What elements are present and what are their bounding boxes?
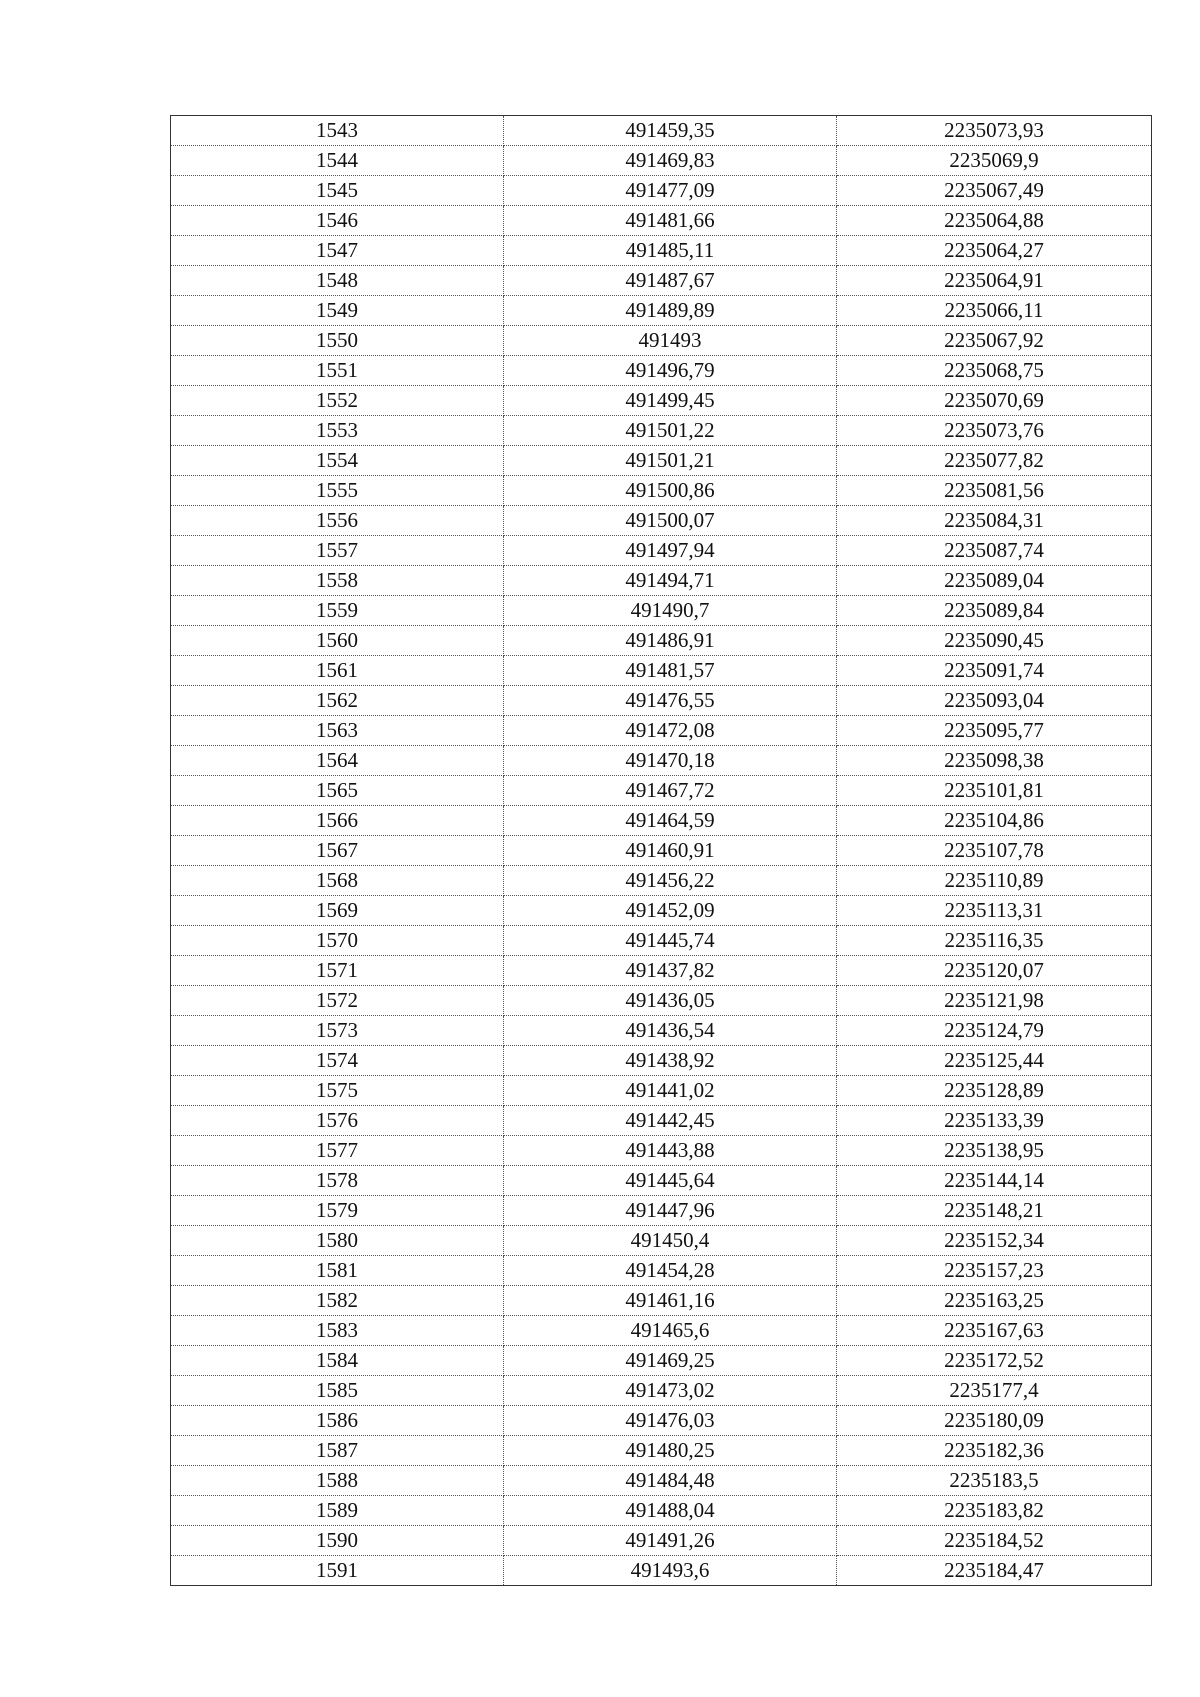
x-coordinate-cell: 491450,4 xyxy=(504,1226,837,1256)
y-coordinate-cell: 2235144,14 xyxy=(837,1166,1152,1196)
point-number-cell: 1580 xyxy=(171,1226,504,1256)
y-coordinate-cell: 2235183,5 xyxy=(837,1466,1152,1496)
y-coordinate-cell: 2235110,89 xyxy=(837,866,1152,896)
point-number-cell: 1548 xyxy=(171,266,504,296)
table-row xyxy=(171,596,1152,626)
y-coordinate-cell: 2235172,52 xyxy=(837,1346,1152,1376)
point-number-cell: 1554 xyxy=(171,446,504,476)
y-coordinate-cell: 2235177,4 xyxy=(837,1376,1152,1406)
table-row xyxy=(171,1436,1152,1466)
y-coordinate-cell: 2235116,35 xyxy=(837,926,1152,956)
y-coordinate-cell: 2235113,31 xyxy=(837,896,1152,926)
y-coordinate-cell: 2235101,81 xyxy=(837,776,1152,806)
x-coordinate-cell: 491452,09 xyxy=(504,896,837,926)
table-row xyxy=(171,746,1152,776)
x-coordinate-cell: 491493 xyxy=(504,326,837,356)
point-number-cell: 1570 xyxy=(171,926,504,956)
y-coordinate-cell: 2235157,23 xyxy=(837,1256,1152,1286)
x-coordinate-cell: 491473,02 xyxy=(504,1376,837,1406)
point-number-cell: 1558 xyxy=(171,566,504,596)
x-coordinate-cell: 491436,05 xyxy=(504,986,837,1016)
table-row xyxy=(171,686,1152,716)
table-row xyxy=(171,506,1152,536)
table-row xyxy=(171,326,1152,356)
table-row xyxy=(171,1076,1152,1106)
y-coordinate-cell: 2235124,79 xyxy=(837,1016,1152,1046)
point-number-cell: 1578 xyxy=(171,1166,504,1196)
y-coordinate-cell: 2235138,95 xyxy=(837,1136,1152,1166)
table-row xyxy=(171,356,1152,386)
point-number-cell: 1543 xyxy=(171,116,504,146)
y-coordinate-cell: 2235064,27 xyxy=(837,236,1152,266)
y-coordinate-cell: 2235121,98 xyxy=(837,986,1152,1016)
point-number-cell: 1568 xyxy=(171,866,504,896)
table-row xyxy=(171,986,1152,1016)
y-coordinate-cell: 2235120,07 xyxy=(837,956,1152,986)
table-row xyxy=(171,1496,1152,1526)
table-row xyxy=(171,476,1152,506)
x-coordinate-cell: 491469,83 xyxy=(504,146,837,176)
x-coordinate-cell: 491493,6 xyxy=(504,1556,837,1586)
table-row xyxy=(171,1556,1152,1586)
point-number-cell: 1590 xyxy=(171,1526,504,1556)
x-coordinate-cell: 491496,79 xyxy=(504,356,837,386)
table-row xyxy=(171,656,1152,686)
table-row xyxy=(171,416,1152,446)
x-coordinate-cell: 491487,67 xyxy=(504,266,837,296)
y-coordinate-cell: 2235148,21 xyxy=(837,1196,1152,1226)
y-coordinate-cell: 2235152,34 xyxy=(837,1226,1152,1256)
point-number-cell: 1582 xyxy=(171,1286,504,1316)
table-row xyxy=(171,296,1152,326)
x-coordinate-cell: 491489,89 xyxy=(504,296,837,326)
y-coordinate-cell: 2235090,45 xyxy=(837,626,1152,656)
table-row xyxy=(171,1256,1152,1286)
point-number-cell: 1550 xyxy=(171,326,504,356)
point-number-cell: 1565 xyxy=(171,776,504,806)
y-coordinate-cell: 2235182,36 xyxy=(837,1436,1152,1466)
x-coordinate-cell: 491442,45 xyxy=(504,1106,837,1136)
point-number-cell: 1546 xyxy=(171,206,504,236)
x-coordinate-cell: 491499,45 xyxy=(504,386,837,416)
point-number-cell: 1569 xyxy=(171,896,504,926)
table-row xyxy=(171,716,1152,746)
x-coordinate-cell: 491470,18 xyxy=(504,746,837,776)
y-coordinate-cell: 2235067,49 xyxy=(837,176,1152,206)
point-number-cell: 1588 xyxy=(171,1466,504,1496)
table-row xyxy=(171,776,1152,806)
y-coordinate-cell: 2235070,69 xyxy=(837,386,1152,416)
y-coordinate-cell: 2235081,56 xyxy=(837,476,1152,506)
table-row xyxy=(171,1166,1152,1196)
x-coordinate-cell: 491500,07 xyxy=(504,506,837,536)
x-coordinate-cell: 491460,91 xyxy=(504,836,837,866)
point-number-cell: 1574 xyxy=(171,1046,504,1076)
table-row xyxy=(171,566,1152,596)
table-row xyxy=(171,1226,1152,1256)
x-coordinate-cell: 491441,02 xyxy=(504,1076,837,1106)
table-row xyxy=(171,206,1152,236)
table-row xyxy=(171,1346,1152,1376)
table-row xyxy=(171,1406,1152,1436)
y-coordinate-cell: 2235183,82 xyxy=(837,1496,1152,1526)
table-row xyxy=(171,1286,1152,1316)
x-coordinate-cell: 491438,92 xyxy=(504,1046,837,1076)
x-coordinate-cell: 491488,04 xyxy=(504,1496,837,1526)
x-coordinate-cell: 491443,88 xyxy=(504,1136,837,1166)
x-coordinate-cell: 491485,11 xyxy=(504,236,837,266)
x-coordinate-cell: 491477,09 xyxy=(504,176,837,206)
point-number-cell: 1559 xyxy=(171,596,504,626)
y-coordinate-cell: 2235093,04 xyxy=(837,686,1152,716)
table-row xyxy=(171,1016,1152,1046)
y-coordinate-cell: 2235073,76 xyxy=(837,416,1152,446)
point-number-cell: 1560 xyxy=(171,626,504,656)
y-coordinate-cell: 2235069,9 xyxy=(837,146,1152,176)
y-coordinate-cell: 2235098,38 xyxy=(837,746,1152,776)
point-number-cell: 1557 xyxy=(171,536,504,566)
x-coordinate-cell: 491467,72 xyxy=(504,776,837,806)
y-coordinate-cell: 2235064,91 xyxy=(837,266,1152,296)
x-coordinate-cell: 491476,55 xyxy=(504,686,837,716)
point-number-cell: 1544 xyxy=(171,146,504,176)
table-row xyxy=(171,926,1152,956)
table-row xyxy=(171,1196,1152,1226)
point-number-cell: 1545 xyxy=(171,176,504,206)
point-number-cell: 1571 xyxy=(171,956,504,986)
y-coordinate-cell: 2235067,92 xyxy=(837,326,1152,356)
x-coordinate-cell: 491480,25 xyxy=(504,1436,837,1466)
point-number-cell: 1567 xyxy=(171,836,504,866)
point-number-cell: 1576 xyxy=(171,1106,504,1136)
table-row xyxy=(171,116,1152,146)
x-coordinate-cell: 491501,21 xyxy=(504,446,837,476)
x-coordinate-cell: 491456,22 xyxy=(504,866,837,896)
y-coordinate-cell: 2235073,93 xyxy=(837,116,1152,146)
coordinates-table-body xyxy=(171,116,1152,1586)
x-coordinate-cell: 491501,22 xyxy=(504,416,837,446)
point-number-cell: 1584 xyxy=(171,1346,504,1376)
table-row xyxy=(171,806,1152,836)
x-coordinate-cell: 491447,96 xyxy=(504,1196,837,1226)
x-coordinate-cell: 491484,48 xyxy=(504,1466,837,1496)
x-coordinate-cell: 491469,25 xyxy=(504,1346,837,1376)
y-coordinate-cell: 2235068,75 xyxy=(837,356,1152,386)
point-number-cell: 1583 xyxy=(171,1316,504,1346)
y-coordinate-cell: 2235087,74 xyxy=(837,536,1152,566)
point-number-cell: 1551 xyxy=(171,356,504,386)
coordinates-table xyxy=(170,115,1152,1586)
table-row xyxy=(171,236,1152,266)
table-row xyxy=(171,956,1152,986)
x-coordinate-cell: 491436,54 xyxy=(504,1016,837,1046)
x-coordinate-cell: 491465,6 xyxy=(504,1316,837,1346)
y-coordinate-cell: 2235107,78 xyxy=(837,836,1152,866)
point-number-cell: 1562 xyxy=(171,686,504,716)
point-number-cell: 1547 xyxy=(171,236,504,266)
y-coordinate-cell: 2235163,25 xyxy=(837,1286,1152,1316)
table-row xyxy=(171,1136,1152,1166)
y-coordinate-cell: 2235091,74 xyxy=(837,656,1152,686)
point-number-cell: 1549 xyxy=(171,296,504,326)
point-number-cell: 1556 xyxy=(171,506,504,536)
point-number-cell: 1563 xyxy=(171,716,504,746)
point-number-cell: 1553 xyxy=(171,416,504,446)
x-coordinate-cell: 491494,71 xyxy=(504,566,837,596)
x-coordinate-cell: 491491,26 xyxy=(504,1526,837,1556)
y-coordinate-cell: 2235104,86 xyxy=(837,806,1152,836)
point-number-cell: 1585 xyxy=(171,1376,504,1406)
y-coordinate-cell: 2235128,89 xyxy=(837,1076,1152,1106)
y-coordinate-cell: 2235133,39 xyxy=(837,1106,1152,1136)
point-number-cell: 1555 xyxy=(171,476,504,506)
x-coordinate-cell: 491500,86 xyxy=(504,476,837,506)
table-row xyxy=(171,866,1152,896)
x-coordinate-cell: 491464,59 xyxy=(504,806,837,836)
y-coordinate-cell: 2235184,47 xyxy=(837,1556,1152,1586)
point-number-cell: 1575 xyxy=(171,1076,504,1106)
x-coordinate-cell: 491445,64 xyxy=(504,1166,837,1196)
point-number-cell: 1577 xyxy=(171,1136,504,1166)
table-row xyxy=(171,1316,1152,1346)
table-row xyxy=(171,836,1152,866)
x-coordinate-cell: 491459,35 xyxy=(504,116,837,146)
y-coordinate-cell: 2235184,52 xyxy=(837,1526,1152,1556)
table-row xyxy=(171,626,1152,656)
table-row xyxy=(171,1106,1152,1136)
y-coordinate-cell: 2235066,11 xyxy=(837,296,1152,326)
point-number-cell: 1572 xyxy=(171,986,504,1016)
x-coordinate-cell: 491476,03 xyxy=(504,1406,837,1436)
point-number-cell: 1564 xyxy=(171,746,504,776)
table-row xyxy=(171,266,1152,296)
y-coordinate-cell: 2235167,63 xyxy=(837,1316,1152,1346)
point-number-cell: 1573 xyxy=(171,1016,504,1046)
x-coordinate-cell: 491454,28 xyxy=(504,1256,837,1286)
x-coordinate-cell: 491481,66 xyxy=(504,206,837,236)
table-row xyxy=(171,386,1152,416)
table-row xyxy=(171,896,1152,926)
x-coordinate-cell: 491481,57 xyxy=(504,656,837,686)
y-coordinate-cell: 2235125,44 xyxy=(837,1046,1152,1076)
point-number-cell: 1591 xyxy=(171,1556,504,1586)
y-coordinate-cell: 2235089,04 xyxy=(837,566,1152,596)
point-number-cell: 1581 xyxy=(171,1256,504,1286)
y-coordinate-cell: 2235180,09 xyxy=(837,1406,1152,1436)
x-coordinate-cell: 491445,74 xyxy=(504,926,837,956)
x-coordinate-cell: 491497,94 xyxy=(504,536,837,566)
y-coordinate-cell: 2235089,84 xyxy=(837,596,1152,626)
table-row xyxy=(171,446,1152,476)
y-coordinate-cell: 2235064,88 xyxy=(837,206,1152,236)
x-coordinate-cell: 491486,91 xyxy=(504,626,837,656)
table-row xyxy=(171,1466,1152,1496)
table-row xyxy=(171,536,1152,566)
point-number-cell: 1587 xyxy=(171,1436,504,1466)
point-number-cell: 1589 xyxy=(171,1496,504,1526)
table-row xyxy=(171,176,1152,206)
y-coordinate-cell: 2235084,31 xyxy=(837,506,1152,536)
x-coordinate-cell: 491461,16 xyxy=(504,1286,837,1316)
y-coordinate-cell: 2235095,77 xyxy=(837,716,1152,746)
point-number-cell: 1586 xyxy=(171,1406,504,1436)
x-coordinate-cell: 491437,82 xyxy=(504,956,837,986)
x-coordinate-cell: 491490,7 xyxy=(504,596,837,626)
table-row xyxy=(171,1046,1152,1076)
point-number-cell: 1566 xyxy=(171,806,504,836)
point-number-cell: 1552 xyxy=(171,386,504,416)
point-number-cell: 1561 xyxy=(171,656,504,686)
table-row xyxy=(171,1526,1152,1556)
x-coordinate-cell: 491472,08 xyxy=(504,716,837,746)
point-number-cell: 1579 xyxy=(171,1196,504,1226)
table-row xyxy=(171,1376,1152,1406)
table-row xyxy=(171,146,1152,176)
y-coordinate-cell: 2235077,82 xyxy=(837,446,1152,476)
